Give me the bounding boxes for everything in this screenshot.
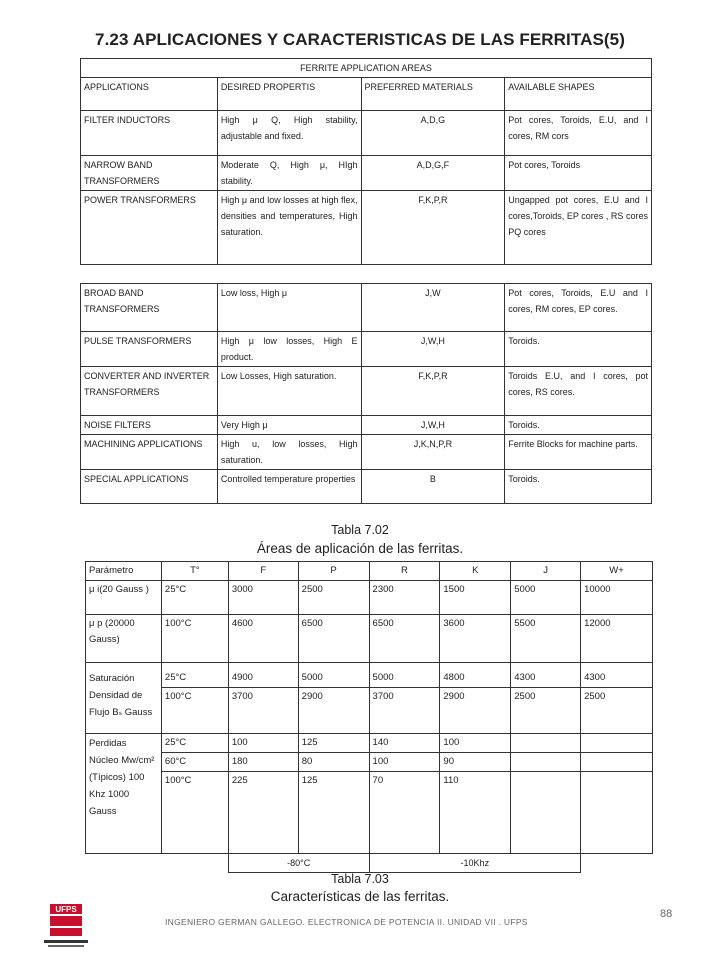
temp-cell: 25°C: [161, 581, 228, 615]
value-cell: 225: [228, 772, 298, 854]
shape-cell: Toroids.: [505, 470, 652, 504]
value-cell: 5000: [369, 663, 440, 688]
page-title: 7.23 APLICACIONES Y CARACTERISTICAS DE LAS FERRITAS(5): [95, 30, 625, 49]
value-cell: 5000: [298, 663, 369, 688]
table-row: [86, 615, 653, 663]
page-number: 88: [660, 908, 673, 920]
material-cell: J,K,N,P,R: [361, 435, 505, 470]
application-cell: NOISE FILTERS: [81, 416, 218, 435]
table-row: [86, 663, 653, 688]
value-cell: 3700: [228, 688, 298, 734]
value-cell: 3600: [440, 615, 511, 663]
table-row: [81, 111, 652, 156]
temp-cell: 25°C: [161, 734, 228, 753]
property-cell: Low loss, High μ: [217, 284, 361, 332]
column-header: W+: [581, 562, 653, 581]
value-cell: [581, 753, 653, 772]
column-header: AVAILABLE SHAPES: [505, 78, 652, 111]
value-cell: 70: [369, 772, 440, 854]
value-cell: 4600: [228, 615, 298, 663]
value-cell: [511, 734, 581, 753]
material-cell: B: [361, 470, 505, 504]
shape-cell: Toroids.: [505, 416, 652, 435]
value-cell: 2500: [511, 688, 581, 734]
page-footer: INGENIERO GERMAN GALLEGO. ELECTRONICA DE POTENCIA II. UNIDAD VII . UFPS: [165, 917, 528, 927]
value-cell: 100: [369, 753, 440, 772]
shape-cell: Pot cores, Toroids, E.U, and I cores, RM cors: [505, 111, 652, 156]
material-cell: A,D,G,F: [361, 156, 505, 191]
shape-cell: Toroids.: [505, 332, 652, 367]
logo-text: UFPS: [55, 905, 77, 914]
material-cell: F,K,P,R: [361, 367, 505, 416]
table-heading: FERRITE APPLICATION AREAS: [81, 59, 652, 78]
table-row: [81, 156, 652, 191]
value-cell: 5500: [511, 615, 581, 663]
value-cell: 6500: [369, 615, 440, 663]
property-cell: Low Losses, High saturation.: [217, 367, 361, 416]
value-cell: 12000: [581, 615, 653, 663]
value-cell: 2900: [440, 688, 511, 734]
value-cell: [581, 734, 653, 753]
table-caption-text: Características de las ferritas.: [270, 889, 450, 904]
value-cell: 180: [228, 753, 298, 772]
table-row: [81, 367, 652, 416]
value-cell: 6500: [298, 615, 369, 663]
property-cell: Moderate Q, High μ, HIgh stability.: [217, 156, 361, 191]
column-header: J: [511, 562, 581, 581]
temp-cell: 100°C: [161, 688, 228, 734]
shape-cell: Toroids E.U, and I cores, pot cores, RS cores.: [505, 367, 652, 416]
value-cell: 100: [228, 734, 298, 753]
value-cell: 1500: [440, 581, 511, 615]
ufps-logo: [40, 900, 92, 952]
value-cell: 90: [440, 753, 511, 772]
table-caption-text: Áreas de aplicación de las ferritas.: [256, 541, 464, 556]
application-cell: SPECIAL APPLICATIONS: [81, 470, 218, 504]
column-header: K: [440, 562, 511, 581]
table-footer-row: [86, 854, 653, 873]
table-caption-label: Tabla 7.02: [331, 523, 389, 537]
shape-cell: Pot cores, Toroids, E.U and I cores, RM cores, EP cores.: [505, 284, 652, 332]
value-cell: 5000: [511, 581, 581, 615]
table-row: [86, 688, 653, 734]
value-cell: 140: [369, 734, 440, 753]
footer-cell: -80°C: [228, 854, 369, 873]
value-cell: 4300: [511, 663, 581, 688]
application-cell: CONVERTER AND INVERTER TRANSFORMERS: [81, 367, 218, 416]
shape-cell: Pot cores, Toroids: [505, 156, 652, 191]
material-cell: J,W,H: [361, 416, 505, 435]
table-row: [81, 191, 652, 265]
property-cell: High μ Q, High stability, adjustable and fixed.: [217, 111, 361, 156]
application-cell: PULSE TRANSFORMERS: [81, 332, 218, 367]
value-cell: 100: [440, 734, 511, 753]
table-caption-label: Tabla 7.03: [331, 872, 389, 886]
value-cell: 4300: [581, 663, 653, 688]
column-header: APPLICATIONS: [81, 78, 218, 111]
footer-cell: -10Khz: [369, 854, 581, 873]
column-header: R: [369, 562, 440, 581]
property-cell: High u, low losses, High saturation.: [217, 435, 361, 470]
parameter-cell: μ i(20 Gauss ): [86, 581, 162, 615]
application-cell: FILTER INDUCTORS: [81, 111, 218, 156]
property-cell: Controlled temperature properties: [217, 470, 361, 504]
material-cell: J,W: [361, 284, 505, 332]
parameter-cell: Saturación Densidad de Flujo Bₛ Gauss: [86, 663, 162, 734]
table-row: [81, 284, 652, 332]
temp-cell: 100°C: [161, 615, 228, 663]
applications-table-a: [80, 58, 652, 265]
table-row: [86, 753, 653, 772]
table-row: [86, 772, 653, 854]
table-row: [81, 435, 652, 470]
column-header: DESIRED PROPERTIS: [217, 78, 361, 111]
column-header: T°: [161, 562, 228, 581]
table-row: [81, 332, 652, 367]
value-cell: [511, 753, 581, 772]
material-cell: J,W,H: [361, 332, 505, 367]
shape-cell: Ungapped pot cores, E.U and I cores,Toroids, EP cores , RS cores PQ cores: [505, 191, 652, 265]
value-cell: 10000: [581, 581, 653, 615]
material-cell: A,D,G: [361, 111, 505, 156]
properties-table-b: [85, 733, 653, 873]
temp-cell: 60°C: [161, 753, 228, 772]
value-cell: 3000: [228, 581, 298, 615]
column-header: PREFERRED MATERIALS: [361, 78, 505, 111]
value-cell: [511, 772, 581, 854]
value-cell: [581, 772, 653, 854]
value-cell: 80: [298, 753, 369, 772]
table-row: [86, 581, 653, 615]
parameter-cell: Perdidas Núcleo Mw/cm² (Típicos) 100 Khz 1000 Gauss: [86, 734, 162, 854]
application-cell: NARROW BAND TRANSFORMERS: [81, 156, 218, 191]
value-cell: 125: [298, 772, 369, 854]
property-cell: High μ and low losses at high flex, densities and temperatures, High saturation.: [217, 191, 361, 265]
column-header: F: [228, 562, 298, 581]
material-cell: F,K,P,R: [361, 191, 505, 265]
value-cell: 125: [298, 734, 369, 753]
table-row: [81, 470, 652, 504]
value-cell: 110: [440, 772, 511, 854]
table-row: [86, 734, 653, 753]
value-cell: 2900: [298, 688, 369, 734]
application-cell: MACHINING APPLICATIONS: [81, 435, 218, 470]
value-cell: 2500: [298, 581, 369, 615]
temp-cell: 25°C: [161, 663, 228, 688]
applications-table-b: [80, 283, 652, 504]
temp-cell: 100°C: [161, 772, 228, 854]
property-cell: Very High μ: [217, 416, 361, 435]
application-cell: BROAD BAND TRANSFORMERS: [81, 284, 218, 332]
column-header: P: [298, 562, 369, 581]
application-cell: POWER TRANSFORMERS: [81, 191, 218, 265]
value-cell: 2500: [581, 688, 653, 734]
value-cell: 2300: [369, 581, 440, 615]
value-cell: 4900: [228, 663, 298, 688]
properties-table-a: [85, 561, 653, 734]
parameter-cell: μ p (20000 Gauss): [86, 615, 162, 663]
column-header: Parámetro: [86, 562, 162, 581]
value-cell: 3700: [369, 688, 440, 734]
header-row: [86, 562, 653, 581]
property-cell: High μ low losses, High E product.: [217, 332, 361, 367]
value-cell: 4800: [440, 663, 511, 688]
shape-cell: Ferrite Blocks for machine parts.: [505, 435, 652, 470]
table-row: [81, 416, 652, 435]
